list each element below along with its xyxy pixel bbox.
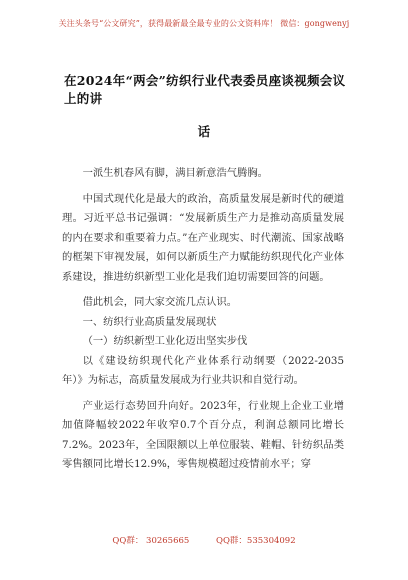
document-title-line-2: 话 [197,124,211,139]
section-heading: 一、纺织行业高质量发展现状 [82,315,217,328]
paragraph: 以《建设纺织现代化产业体系行动纲要（2022-2035年）》为标志，高质量发展成为行业共识和自觉行动。 [62,354,344,386]
footer-qq-group-2: QQ群：535304092 [216,536,296,546]
footer-qq-group-1: QQ群： 30265665 [112,536,190,546]
header-note: 关注头条号“公文研究”，获得最新最全最专业的公文资料库！ 微信：gongwenyj [58,19,350,28]
document-title-line-1: 在2024年“两会”纺织行业代表委员座谈视频会议上的讲 [64,73,346,106]
paragraph: 借此机会，同大家交流几点认识。 [82,296,238,308]
paragraph: 产业运行态势回升向好。2023年，行业规上企业工业增加值降幅较2022年收窄0.7个百分点，利润总额同比增长7.2%。2023年，全国限额以上单位服装、鞋帽、针纺织品类零售额同比增长12.9%，零售规模超过疫情前水平；穿 [62,399,344,470]
paragraph: 一派生机春风有脚，满目新意浩气腾胸。 [82,167,268,179]
document-body [62,164,344,475]
footer [0,534,408,546]
subsection-heading: （一）纺织新型工业化迈出坚实步伐 [82,335,248,347]
paragraph: 中国式现代化是最大的政治，高质量发展是新时代的硬道理。习近平总书记强调：“发展新质生产力是推动高质量发展的内在要求和重要着力点。”在产业现实、时代潮流、国家战略的框架下审视发展，如何以新质生产力赋能纺织现代化产业体系建设，推进纺织新型工业化是我们迫切需要回答的问题。 [62,192,344,283]
